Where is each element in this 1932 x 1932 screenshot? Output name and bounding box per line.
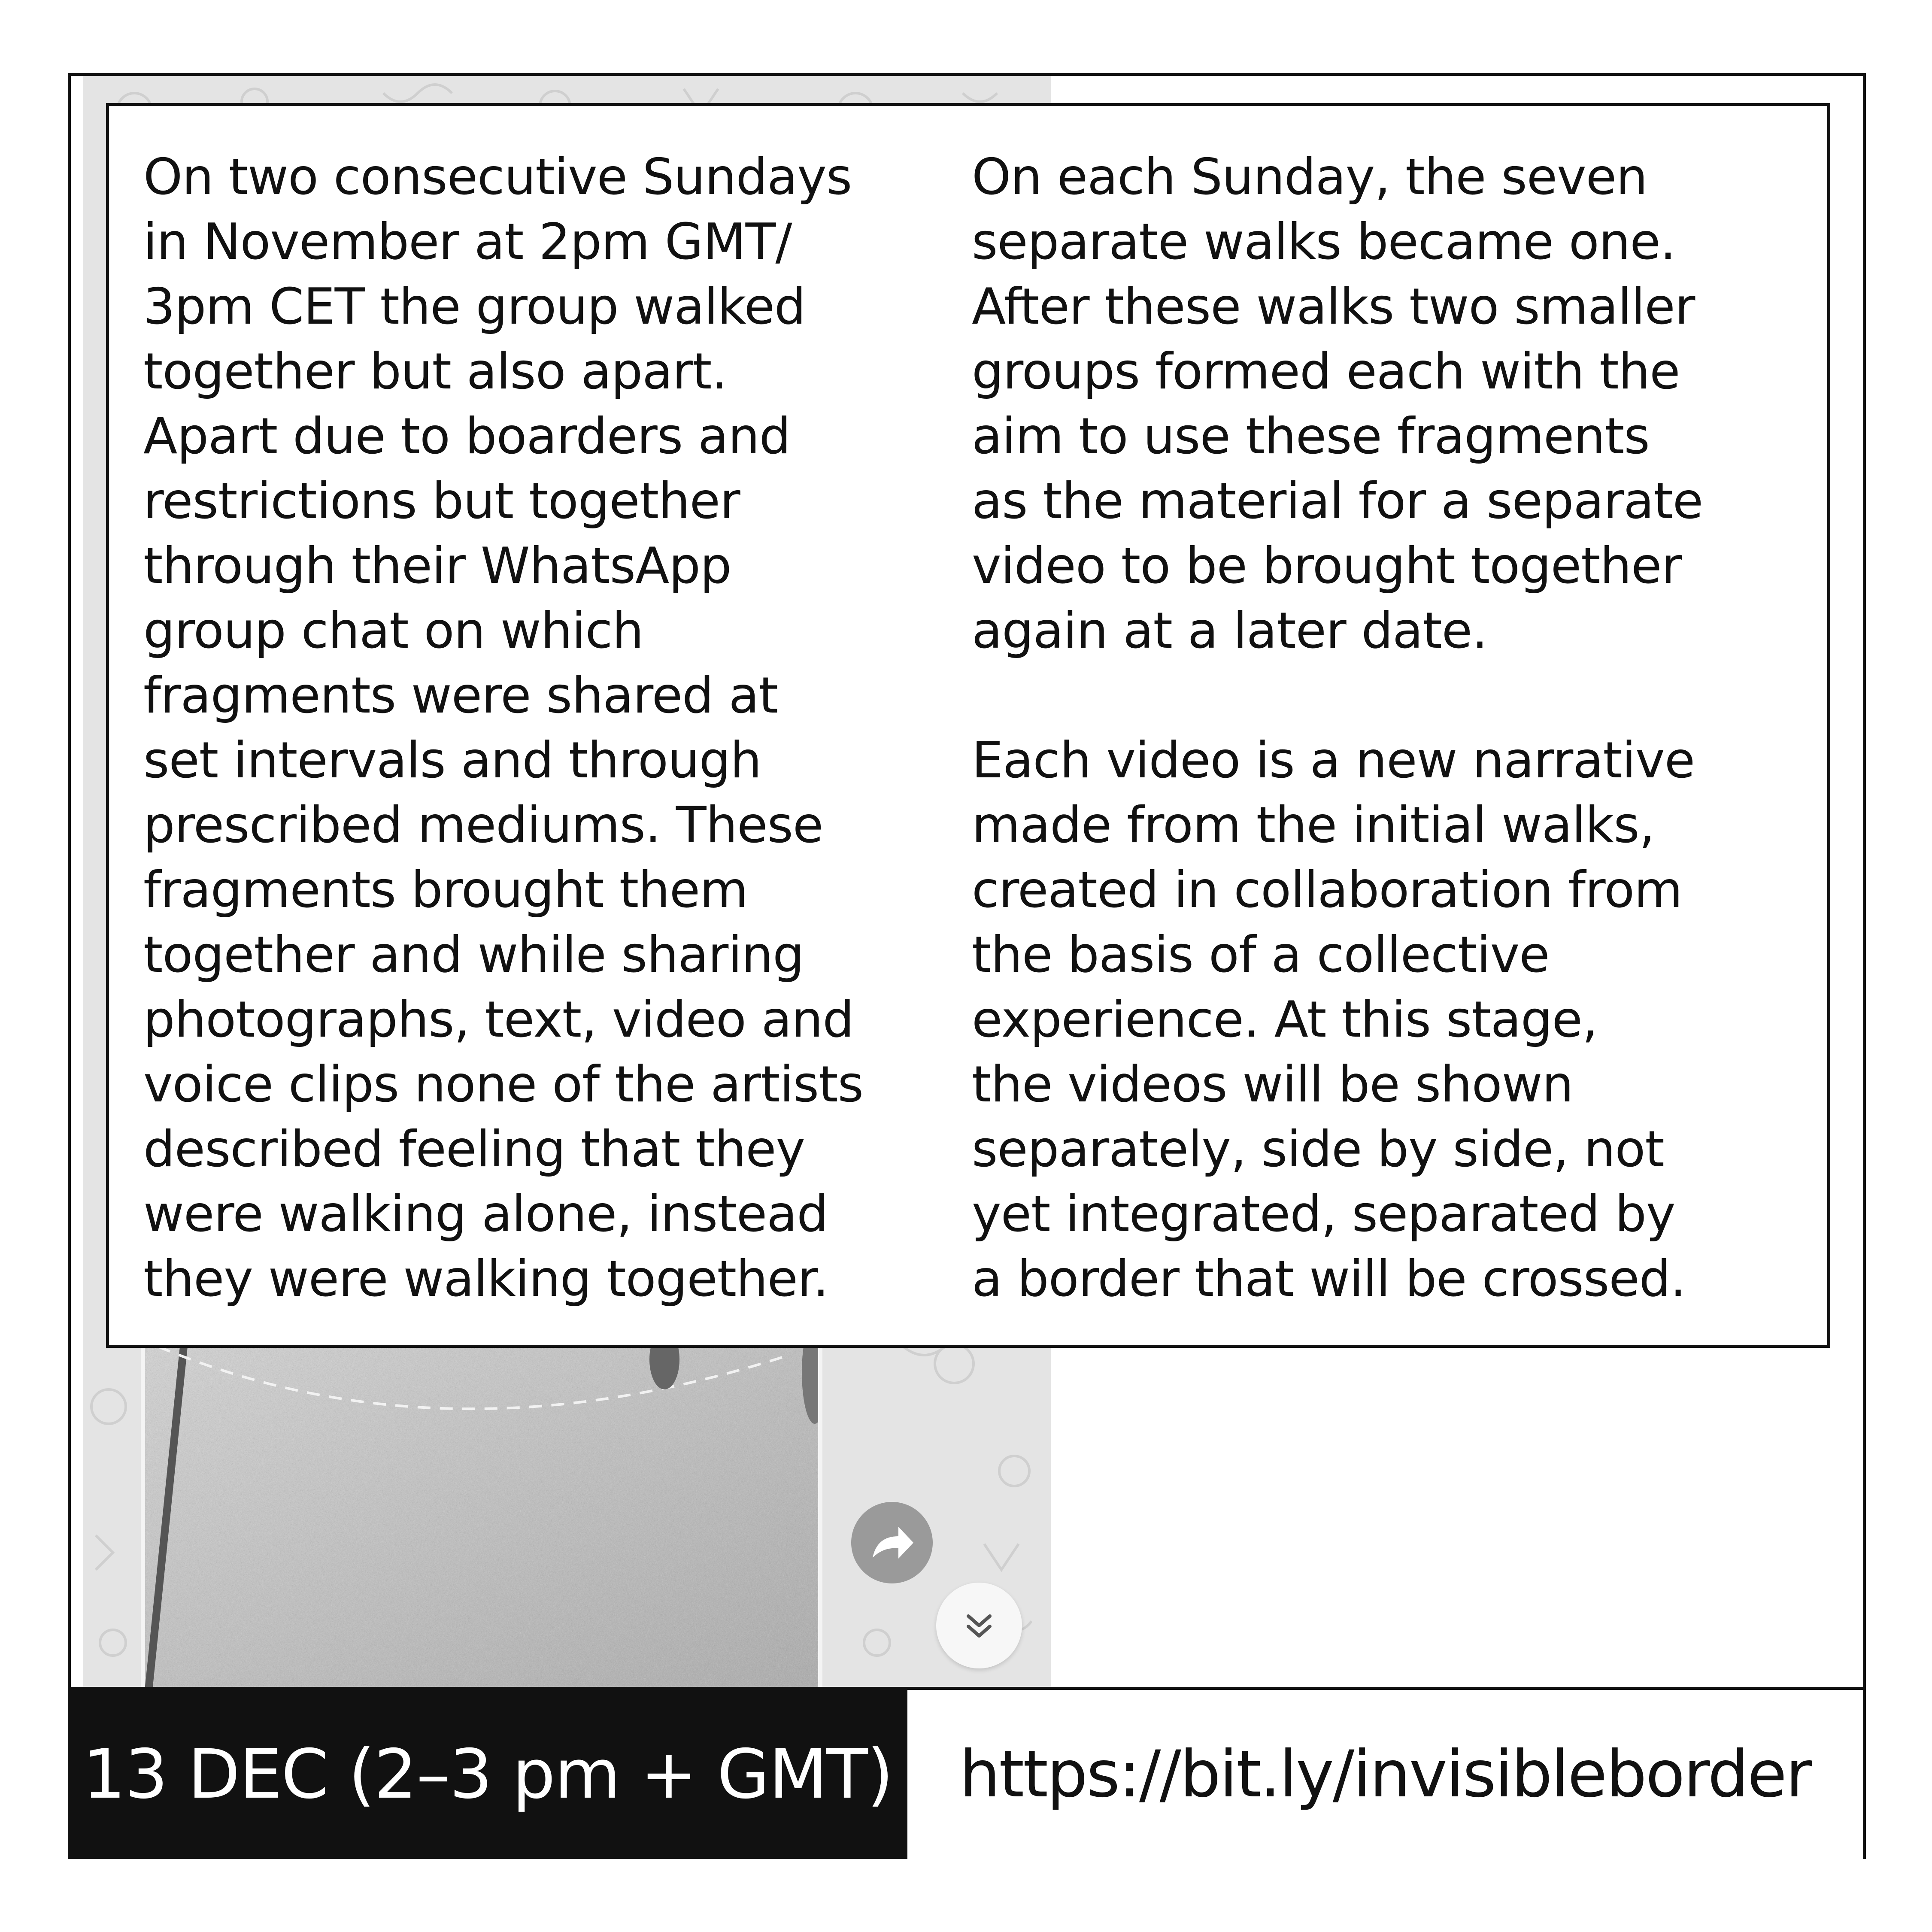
event-link[interactable]: https://bit.ly/invisibleborder <box>907 1690 1863 1859</box>
description-panel <box>106 103 1830 1348</box>
paragraph-gap <box>972 663 1787 728</box>
right-paragraph-1: On each Sunday, the seven separate walks became one. After these walks two smaller groups formed each with the aim to use these fragments as the material for a separate video to be brought together again at a later date. <box>972 148 1703 660</box>
event-date: 13 DEC (2–3 pm + GMT) <box>68 1690 907 1859</box>
footer-bar <box>68 1687 1866 1859</box>
left-column <box>143 145 929 1311</box>
right-paragraph-2: Each video is a new narrative made from the initial walks, created in collaboration from the basis of a collective experience. At this stage, the videos will be shown separately, side by side, not yet integrated, separated by a border that will be crossed. <box>972 731 1695 1308</box>
right-column <box>972 145 1787 1311</box>
left-paragraph: On two consecutive Sundays in November at 2pm GMT/ 3pm CET the group walked together but also apart. Apart due to boarders and restrictions but together through their WhatsApp group chat on which fragments were shared at set intervals and through prescribed mediums. These fragments brought them together and while sharing photographs, text, video and voice clips none of the artists described feeling that they were walking alone, instead they were walking together. <box>143 148 864 1308</box>
